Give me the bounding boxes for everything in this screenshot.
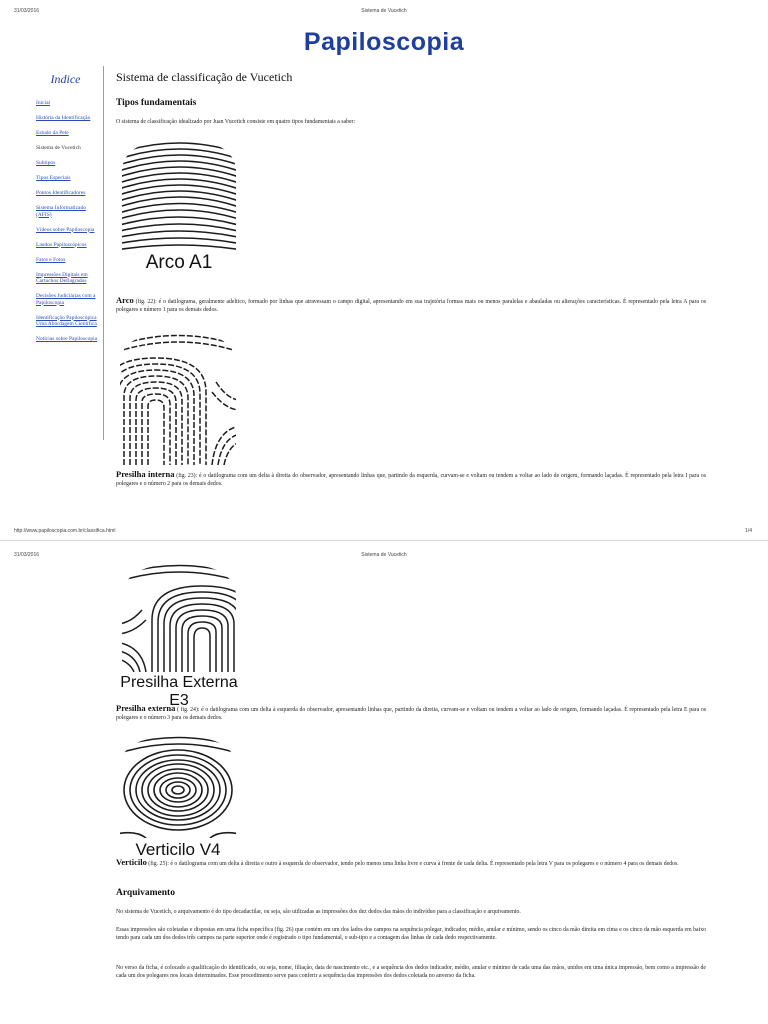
sidebar-item-decisoes[interactable]: Decisões Judiciárias com a Papiloscopia — [36, 293, 96, 306]
sidebar-title: Indice — [50, 72, 81, 86]
loop-print-external-icon — [116, 562, 242, 672]
sidebar-list — [28, 100, 103, 343]
sidebar-item-estudo-pele[interactable]: Estudo da Pele — [36, 130, 69, 136]
section-title-arquivamento: Arquivamento — [116, 888, 175, 898]
verticilo-paragraph: Verticilo (fig. 25): é o datilograma com um delta à direita e outro à esquerda do observador, tendo pelo menos uma linha livre e curva à frente de cada delta. É representado pela letra V para os polegares e o número 4 para os demais dedos. — [116, 857, 679, 867]
sidebar-item-videos[interactable]: Vídeos sobre Papiloscopia — [36, 226, 95, 233]
page-title: Sistema de classificação de Vucetich — [116, 70, 293, 84]
sidebar-index — [28, 66, 104, 440]
sidebar-item-abordagem[interactable]: Identificação Papiloscópica Uma Abordagem Científica — [36, 314, 97, 327]
sidebar-item-subtipos[interactable]: Subtipos — [36, 160, 56, 166]
arquivamento-paragraph-3: No verso da ficha, é colocado a qualificação do identificado, ou seja, nome, filiação, data de nascimento etc., e a sequência dos dedos indicador, médio, anular e mínimo de cada uma das mãos, unidos em uma única impressão, bem como a impressão de cada um dos polegares nos locais determinados. Esse procedimento serve para conferir a sequência das impressões dos dedos coletada no anverso da ficha. — [116, 965, 706, 979]
presilha-externa-term: Presilha externa — [116, 703, 176, 713]
sidebar-item-noticias[interactable]: Notícias sobre Papiloscopia — [36, 336, 98, 342]
verticilo-caption: Verticilo V4 — [135, 840, 221, 859]
verticilo-fingerprint-image — [116, 734, 240, 864]
print-date-page2: 31/03/2016 — [14, 552, 40, 558]
presilha-externa-caption: Presilha Externa E3 — [120, 674, 238, 709]
arch-print-icon — [116, 136, 242, 254]
sidebar-item-historia[interactable]: História da Identificação — [36, 115, 91, 121]
arco-fingerprint-image — [116, 136, 242, 276]
presilha-interna-paragraph: Presilha interna (fig. 23): é o datilograma com um delta à direita do observador, apresentando linhas que, partindo da esquerda, curvam-se e voltam ou tendem a voltar ao lado de origem, formando laçadas. É representado pela letra I para os polegares e o número 2 para os demais dedos. — [116, 469, 706, 487]
sidebar-item-inicial[interactable]: Inicial — [36, 100, 51, 106]
print-url: http://www.papiloscopia.com.br/classifica.html — [14, 528, 116, 534]
arco-term: Arco — [116, 295, 134, 305]
presilha-interna-term: Presilha interna — [116, 469, 175, 479]
page-divider — [0, 540, 768, 541]
sidebar-item-vucetich: Sistema de Vucetich — [36, 145, 81, 151]
print-page-number: 1/4 — [745, 528, 752, 534]
verticilo-term: Verticilo — [116, 857, 147, 867]
arquivamento-paragraph-2: Essas impressões são coletadas e dispostas em uma ficha específica (fig. 26) que contém em um dos lados dos campos na sequência polegar, indicador, médio, anular e mínimo, sendo os cinco da mão direita em cima e os cinco da mão esquerda em baixo tendo para cada um dos dedos três campos na parte superior onde é registrado o tipo fundamental, o sub-tipo e a contagem das linhas de cada dedo respectivamente. — [116, 927, 706, 941]
print-date: 31/03/2016 — [14, 8, 40, 14]
print-title-page2: Sistema de Vucetich — [361, 552, 407, 558]
arquivamento-paragraph-1: No sistema de Vucetich, o arquivamento é do tipo decadactilar, ou seja, são utilizadas as impressões dos dez dedos das mãos do indivíduo para a classificação e arquivamento. — [116, 909, 521, 915]
arco-paragraph: Arco (fig. 22): é o datilograma, geralmente adeltico, formado por linhas que atravessam o campo digital, apresentando em sua trajetória formas mais ou menos paralelas e abauladas ou alterações características. É representado pela letra A para os polegares e número 1 para os demais dedos. — [116, 295, 706, 313]
presilha-externa-paragraph: Presilha externa ( fig. 24): é o datilograma com um delta à esquerda do observador, apresentando linhas que, partindo da direita, curvam-se e voltam ou tendem a voltar ao lado de origem, formando laçadas. É representado pela letra E para os polegares e o número 3 para os demais dedos. — [116, 703, 707, 721]
intro-paragraph: O sistema de classificação idealizado por Juan Vucetich consiste em quatro tipos fundamentais a saber: — [116, 119, 356, 125]
loop-print-icon — [116, 330, 240, 465]
sidebar-item-cartuchos[interactable]: Impressões Digitais em Cartuchos Deflagrados — [36, 271, 88, 284]
print-title: Sistema de Vucetich — [361, 8, 407, 14]
sidebar-item-pontos[interactable]: Pontos Identificadores — [36, 190, 86, 196]
sidebar-item-tipos-especiais[interactable]: Tipos Especiais — [36, 175, 71, 181]
sidebar-item-fatos[interactable]: Fatos e Fotos — [36, 256, 66, 263]
presilha-interna-fingerprint-image — [116, 330, 240, 465]
sidebar-item-afis[interactable]: Sistema Informatizado (AFIS) — [36, 205, 86, 218]
sidebar-item-laudos[interactable]: Laudos Papiloscópicos — [36, 241, 87, 248]
site-title: Papiloscopia — [303, 28, 465, 56]
section-title-tipos: Tipos fundamentais — [116, 98, 197, 108]
arco-caption: Arco A1 — [145, 252, 213, 273]
presilha-externa-fingerprint-image — [116, 562, 242, 709]
whorl-print-icon — [116, 734, 240, 838]
